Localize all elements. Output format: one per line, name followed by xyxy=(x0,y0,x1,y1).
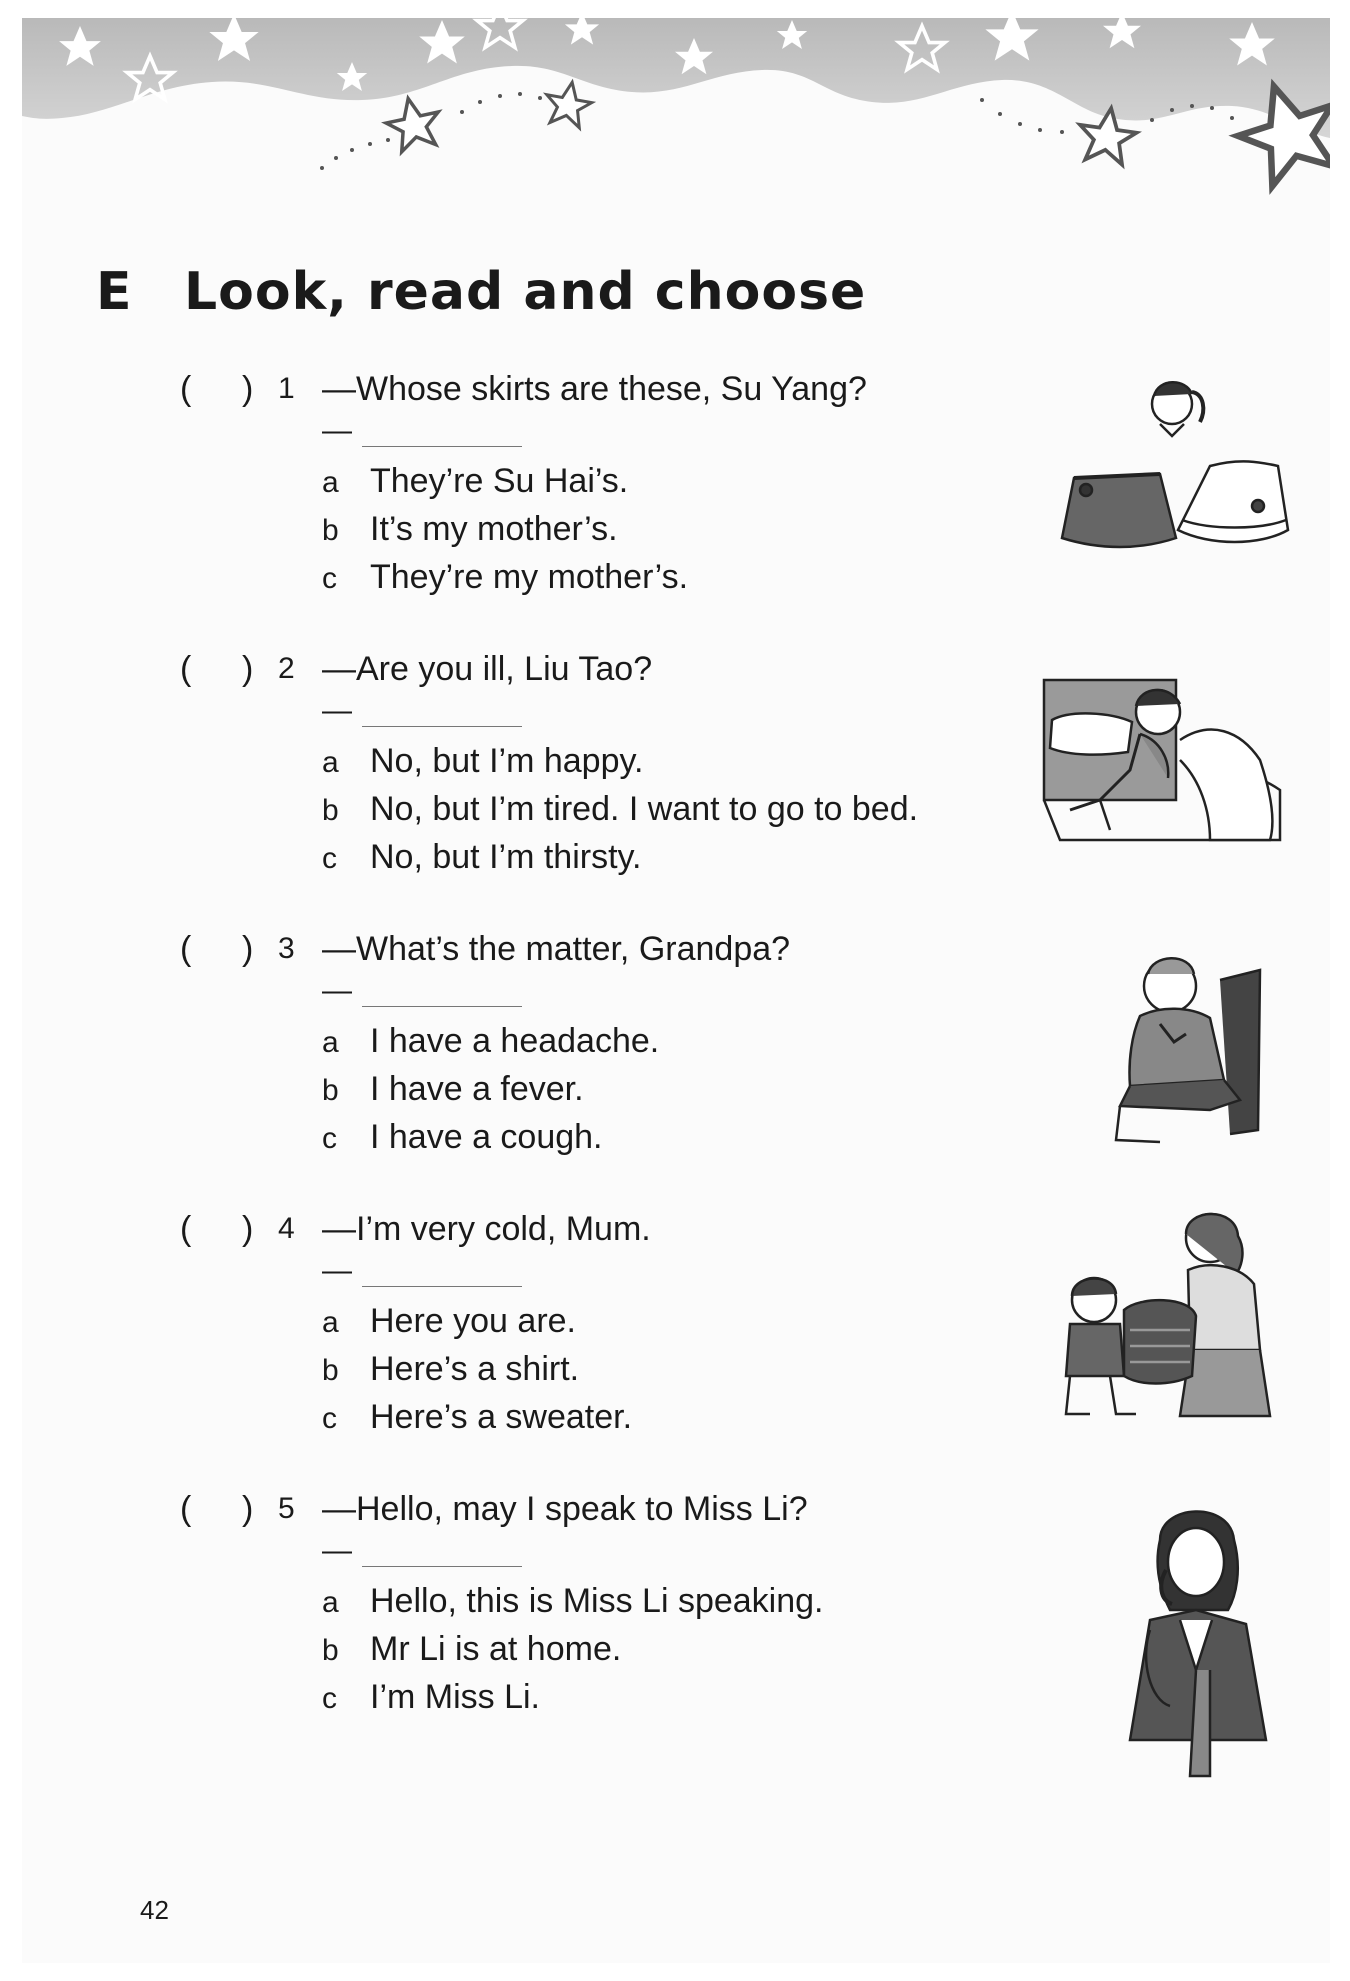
answer-blank xyxy=(322,1250,352,1289)
answer-underline xyxy=(362,1566,522,1567)
option-letter: a xyxy=(322,1306,339,1339)
answer-blank xyxy=(322,690,352,729)
question-text: —Whose skirts are these, Su Yang? xyxy=(322,370,867,408)
option-a xyxy=(322,462,628,501)
option-letter: c xyxy=(322,1402,337,1435)
option-letter: b xyxy=(322,514,339,547)
option-c xyxy=(322,838,641,877)
option-b xyxy=(322,1350,579,1389)
paren-close: ) xyxy=(242,1490,254,1528)
paren-open: ( xyxy=(180,930,192,968)
girl-with-skirts-illustration xyxy=(1060,370,1290,550)
answer-underline xyxy=(362,1006,522,1007)
option-text: They’re Su Hai’s. xyxy=(370,462,629,500)
section-title: Look, read and choose xyxy=(184,262,867,322)
option-text: I have a cough. xyxy=(370,1118,603,1156)
paren-close: ) xyxy=(242,1210,254,1248)
option-a xyxy=(322,1582,824,1621)
question-text: —Hello, may I speak to Miss Li? xyxy=(322,1490,808,1528)
paren-close: ) xyxy=(242,930,254,968)
option-text: Here you are. xyxy=(370,1302,576,1340)
option-text: No, but I’m happy. xyxy=(370,742,644,780)
option-c xyxy=(322,1398,632,1437)
answer-dash: — xyxy=(322,974,352,1007)
boy-in-bed-illustration xyxy=(1040,660,1290,860)
question-number: 3 xyxy=(278,932,295,965)
answer-underline xyxy=(362,1286,522,1287)
option-letter: b xyxy=(322,794,339,827)
page-number: 42 xyxy=(140,1895,169,1925)
option-letter: b xyxy=(322,1354,339,1387)
option-letter: c xyxy=(322,1122,337,1155)
option-a xyxy=(322,742,643,781)
question-text: —What’s the matter, Grandpa? xyxy=(322,930,791,968)
paren-open: ( xyxy=(180,1490,192,1528)
section-letter: E xyxy=(96,262,132,322)
option-c xyxy=(322,1678,540,1717)
question-text: —Are you ill, Liu Tao? xyxy=(322,650,653,688)
woman-on-phone-illustration xyxy=(1110,1500,1280,1780)
option-text: Mr Li is at home. xyxy=(370,1630,622,1668)
answer-underline xyxy=(362,446,522,447)
section-heading xyxy=(96,262,866,322)
question-number: 4 xyxy=(278,1212,295,1245)
option-text: Hello, this is Miss Li speaking. xyxy=(370,1582,824,1620)
paren-open: ( xyxy=(180,370,192,408)
paren-open: ( xyxy=(180,650,192,688)
answer-blank xyxy=(322,410,352,449)
option-c xyxy=(322,558,688,597)
option-c xyxy=(322,1118,603,1157)
option-letter: a xyxy=(322,1586,339,1619)
option-letter: b xyxy=(322,1074,339,1107)
option-b xyxy=(322,1630,621,1669)
option-letter: c xyxy=(322,562,337,595)
option-b xyxy=(322,790,918,829)
question-number: 1 xyxy=(278,372,295,405)
option-a xyxy=(322,1022,659,1061)
stars-banner xyxy=(22,18,1330,208)
option-letter: a xyxy=(322,466,339,499)
option-letter: c xyxy=(322,842,337,875)
question-text: —I’m very cold, Mum. xyxy=(322,1210,651,1248)
option-text: It’s my mother’s. xyxy=(370,510,618,548)
paren-close: ) xyxy=(242,370,254,408)
option-text: Here’s a sweater. xyxy=(370,1398,633,1436)
mother-and-boy-illustration xyxy=(1040,1200,1290,1420)
option-b xyxy=(322,510,618,549)
option-letter: b xyxy=(322,1634,339,1667)
option-text: Here’s a shirt. xyxy=(370,1350,580,1388)
option-letter: a xyxy=(322,746,339,779)
option-text: I have a headache. xyxy=(370,1022,660,1060)
answer-dash: — xyxy=(322,1534,352,1567)
option-a xyxy=(322,1302,576,1341)
answer-blank xyxy=(322,1530,352,1569)
answer-dash: — xyxy=(322,414,352,447)
option-text: I’m Miss Li. xyxy=(370,1678,540,1716)
option-b xyxy=(322,1070,584,1109)
answer-dash: — xyxy=(322,1254,352,1287)
option-text: I have a fever. xyxy=(370,1070,584,1108)
question-number: 5 xyxy=(278,1492,295,1525)
option-text: They’re my mother’s. xyxy=(370,558,689,596)
option-text: No, but I’m thirsty. xyxy=(370,838,642,876)
grandpa-coughing-illustration xyxy=(1100,930,1290,1150)
answer-blank xyxy=(322,970,352,1009)
paren-close: ) xyxy=(242,650,254,688)
option-letter: a xyxy=(322,1026,339,1059)
paren-open: ( xyxy=(180,1210,192,1248)
question-number: 2 xyxy=(278,652,295,685)
option-letter: c xyxy=(322,1682,337,1715)
answer-underline xyxy=(362,726,522,727)
option-text: No, but I’m tired. I want to go to bed. xyxy=(370,790,919,828)
answer-dash: — xyxy=(322,694,352,727)
